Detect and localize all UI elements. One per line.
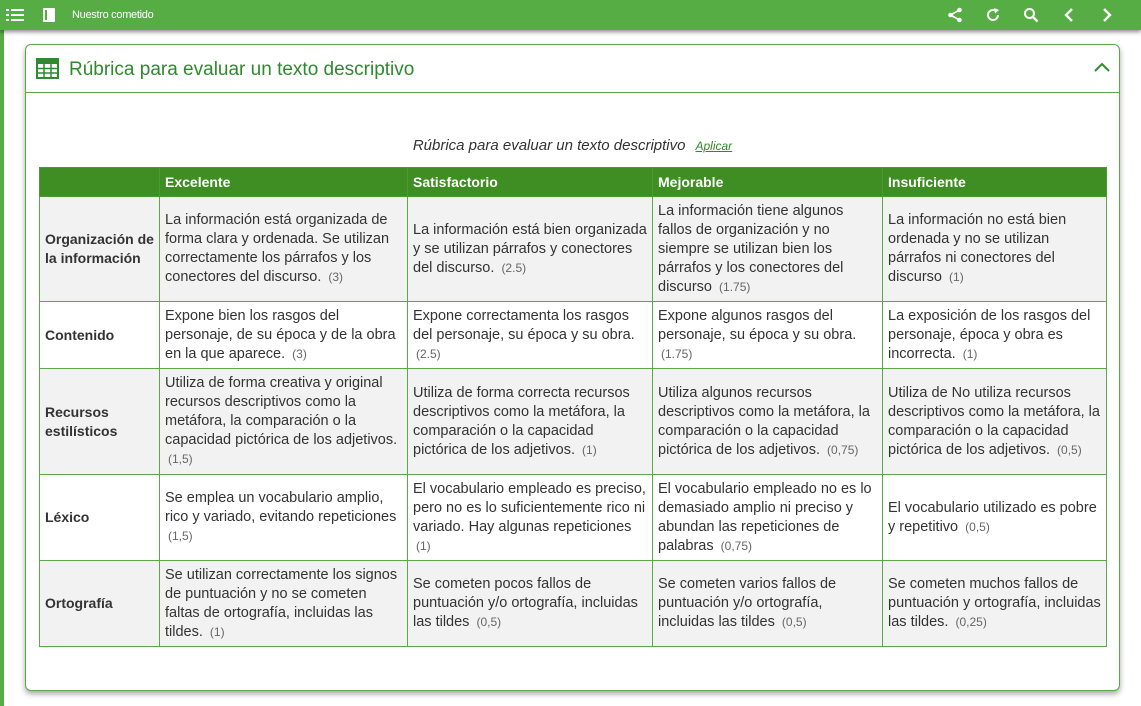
rubric-cell[interactable]	[160, 302, 408, 369]
rubric-cell[interactable]	[883, 197, 1107, 302]
cell-text: Se cometen pocos fallos de puntuación y/o ortografía, incluidas las tildes	[413, 576, 638, 630]
header-cell: Mejorable	[653, 168, 883, 197]
table-row	[40, 197, 1107, 302]
rubric-cell[interactable]	[160, 475, 408, 561]
rubric-cell[interactable]	[160, 561, 408, 647]
criterion-cell: Contenido	[40, 302, 160, 369]
table-row	[40, 369, 1107, 475]
apply-link[interactable]: Aplicar	[695, 139, 733, 153]
cell-score: (1.75)	[661, 346, 693, 361]
rubric-panel	[25, 44, 1120, 691]
cell-text: La información tiene algunos fallos de organización y no siempre se utilizan bien los párrafos y los conectores del discurso	[658, 202, 844, 295]
top-bar	[0, 0, 1141, 30]
book-icon[interactable]	[40, 0, 58, 30]
header-cell: Insuficiente	[883, 168, 1107, 197]
header-cell	[40, 168, 160, 197]
app-title: Nuestro cometido	[72, 9, 154, 21]
cell-text: La información está organizada de forma clara y ordenada. Se utilizan correctamente los párrafos y los conectores del discurso.	[165, 212, 390, 285]
cell-score: (1,5)	[168, 452, 193, 466]
cell-score: (0,5)	[476, 615, 502, 629]
cell-text: Utiliza de No utiliza recursos descriptivos como la metáfora, la comparación o la capacidad pictórica de los adjetivos.	[888, 384, 1100, 458]
cell-text: El vocabulario utilizado es pobre y repetitivo	[888, 499, 1097, 535]
cell-text: Utiliza de forma correcta recursos descriptivos como la metáfora, la comparación o la capacidad pictórica de los adjetivos.	[413, 384, 630, 458]
chevron-left-icon[interactable]	[1058, 0, 1080, 30]
rubric-cell[interactable]	[883, 561, 1107, 647]
table-row	[40, 561, 1107, 647]
cell-score: (1)	[962, 346, 978, 361]
criterion-cell: Recursos estilísticos	[40, 369, 160, 475]
cell-text: El vocabulario empleado no es lo demasiado amplio ni preciso y abundan las repeticiones de palabras	[658, 480, 872, 554]
cell-score: (1)	[949, 270, 964, 284]
cell-score: (0,75)	[720, 538, 753, 553]
cell-text: Utiliza algunos recursos descriptivos como la metáfora, la comparación o la capacidad pictórica de los adjetivos.	[658, 384, 870, 458]
table-row	[40, 475, 1107, 561]
cell-text: Se cometen varios fallos de puntuación y/o ortografía, incluidas las tildes	[658, 576, 837, 630]
cell-text: Expone algunos rasgos del personaje, su época y su obra.	[658, 307, 857, 343]
cell-score: (0,25)	[955, 615, 987, 629]
cell-text: Expone correctamenta los rasgos del personaje, su época y su obra.	[413, 307, 635, 343]
header-cell: Excelente	[160, 168, 408, 197]
search-icon[interactable]	[1020, 0, 1042, 30]
cell-score: (1)	[582, 442, 597, 457]
cell-text: La exposición de los rasgos del personaje, época y obra es incorrecta.	[888, 307, 1091, 362]
cell-text: Se emplea un vocabulario amplio, rico y variado, evitando repeticiones	[165, 490, 397, 525]
cell-score: (1.75)	[719, 279, 751, 294]
cell-score: (0,5)	[781, 615, 807, 629]
rubric-cell[interactable]	[653, 475, 883, 561]
refresh-icon[interactable]	[982, 0, 1004, 30]
rubric-cell[interactable]	[408, 302, 653, 369]
cell-text: La información está bien organizada y se utilizan párrafos y conectores del discurso.	[413, 221, 647, 276]
panel-title: Rúbrica para evaluar un texto descriptivo	[69, 59, 415, 80]
rubric-cell[interactable]	[883, 475, 1107, 561]
rubric-cell[interactable]	[408, 561, 653, 647]
cell-text: Se cometen muchos fallos de puntuación y ortografía, incluidas las tildes.	[888, 576, 1101, 630]
panel-header	[26, 45, 1119, 93]
rubric-cell[interactable]	[160, 197, 408, 302]
cell-score: (0,5)	[965, 519, 990, 534]
table-caption: Rúbrica para evaluar un texto descriptivo	[412, 137, 686, 154]
rubric-cell[interactable]	[160, 369, 408, 475]
rubric-cell[interactable]	[408, 197, 653, 302]
rubric-cell[interactable]	[653, 302, 883, 369]
cell-score: (1)	[209, 624, 225, 639]
table-row	[40, 302, 1107, 369]
cell-score: (3)	[328, 270, 344, 284]
left-accent-stripe	[0, 30, 4, 706]
cell-score: (2.5)	[416, 346, 441, 361]
cell-score: (0,75)	[827, 442, 859, 457]
rubric-table	[39, 167, 1107, 647]
rubric-cell[interactable]	[653, 197, 883, 302]
list-icon[interactable]	[4, 0, 26, 30]
cell-text: El vocabulario empleado es preciso, pero no es lo suficientemente rico ni variado. Hay algunas repeticiones	[413, 480, 646, 535]
cell-text: Utiliza de forma creativa y original recursos descriptivos como la metáfora, la comparación o la capacidad pictórica de los adjetivos.	[165, 375, 398, 448]
collapse-button[interactable]	[1091, 57, 1113, 79]
cell-text: Se utilizan correctamente los signos de puntuación y no se cometen faltas de ortografía, incluidas las tildes.	[165, 566, 398, 640]
rubric-cell[interactable]	[408, 369, 653, 475]
rubric-cell[interactable]	[408, 475, 653, 561]
cell-score: (3)	[292, 346, 307, 361]
criterion-cell: Organización de la información	[40, 197, 160, 302]
cell-text: Expone bien los rasgos del personaje, de su época y de la obra en la que aparece.	[165, 307, 396, 362]
chevron-right-icon[interactable]	[1096, 0, 1118, 30]
table-icon	[36, 58, 59, 84]
table-caption-row	[26, 137, 1119, 154]
chevron-up-icon	[1091, 57, 1113, 79]
cell-score: (1)	[416, 538, 431, 553]
criterion-cell: Ortografía	[40, 561, 160, 647]
criterion-cell: Léxico	[40, 475, 160, 561]
cell-score: (2.5)	[501, 260, 527, 275]
rubric-cell[interactable]	[653, 369, 883, 475]
cell-text: La información no está bien ordenada y no se utilizan párrafos ni conectores del discurso	[888, 212, 1067, 285]
header-row	[40, 168, 1107, 197]
rubric-cell[interactable]	[653, 561, 883, 647]
header-cell: Satisfactorio	[408, 168, 653, 197]
rubric-cell[interactable]	[883, 369, 1107, 475]
share-icon[interactable]	[944, 0, 966, 30]
cell-score: (1,5)	[168, 529, 193, 543]
cell-score: (0,5)	[1057, 442, 1082, 457]
rubric-cell[interactable]	[883, 302, 1107, 369]
